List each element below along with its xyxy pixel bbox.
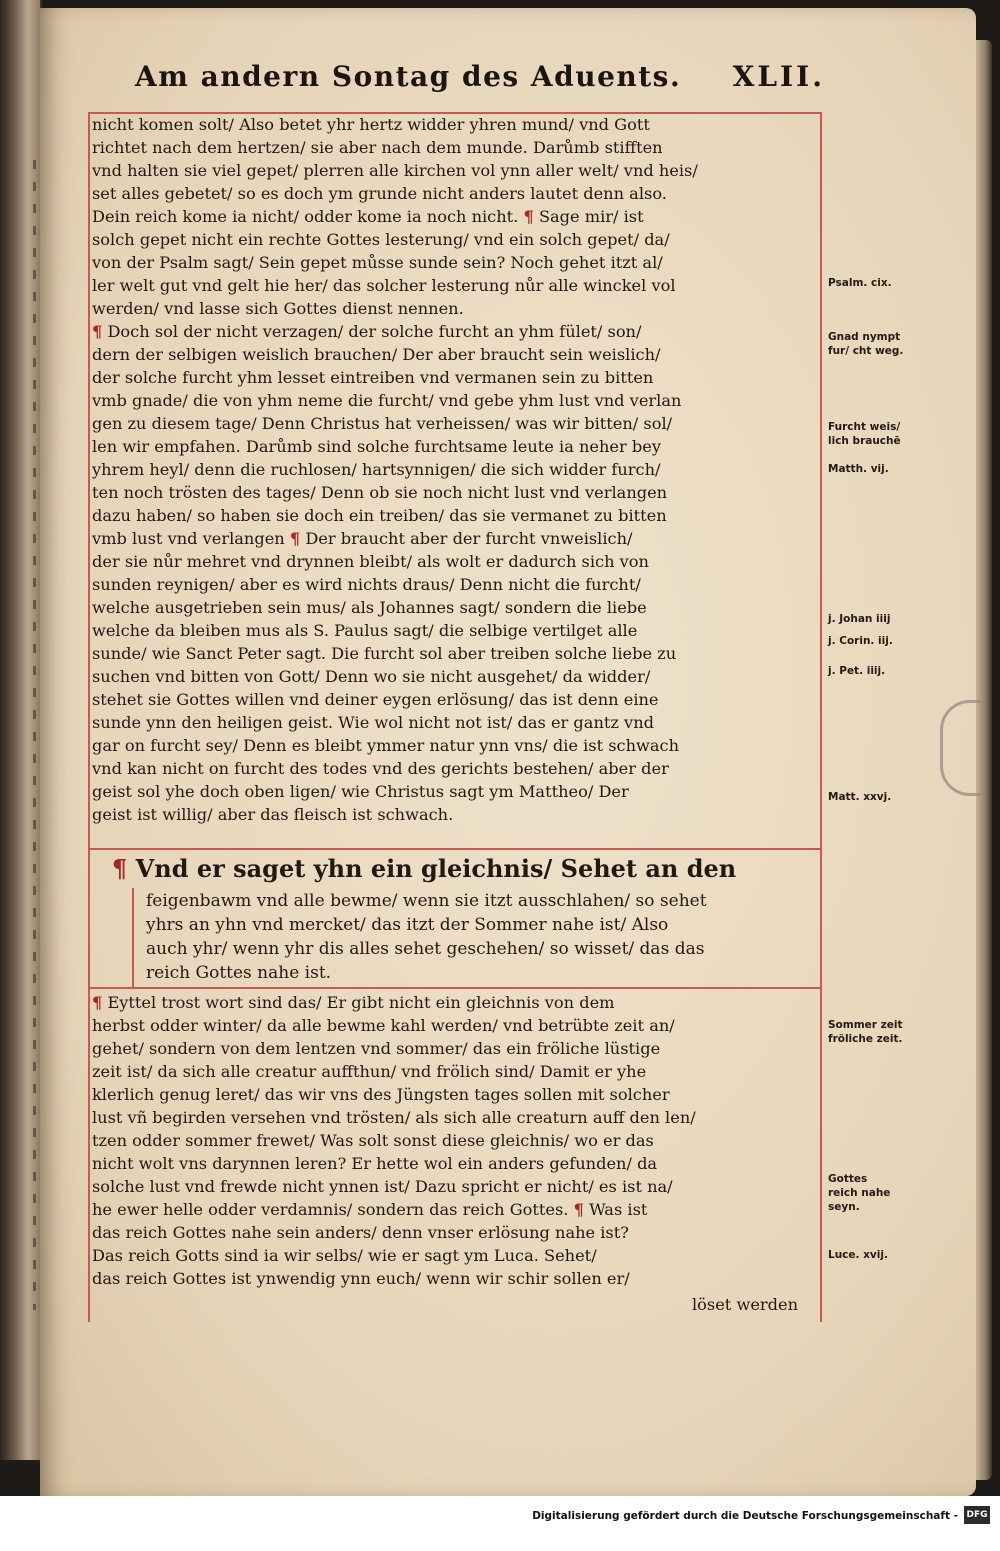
marginal-note: j. Corin. iij. — [828, 635, 893, 647]
body-line: dazu haben/ so haben sie doch ein treiben/ das sie vermanet zu bitten — [92, 506, 667, 525]
marginal-note: Matt. xxvj. — [828, 791, 892, 803]
gospel-line: feigenbawm vnd alle bewme/ wenn sie itzt ausschlahen/ so sehet — [146, 891, 707, 911]
body-line: der sie nůr mehret vnd drynnen bleibt/ als wolt er dadurch sich von — [92, 552, 649, 571]
funding-credit: Digitalisierung gefördert durch die Deutsche Forschungsgemeinschaft - — [532, 1510, 958, 1522]
body-line: tzen odder sommer frewet/ Was solt sonst diese gleichnis/ wo er das — [92, 1131, 654, 1150]
body-line: vnd kan nicht on furcht des todes vnd des gerichts bestehen/ aber der — [92, 759, 669, 778]
body-line: len wir empfahen. Darůmb sind solche furchtsame leute ia neher bey — [92, 437, 661, 456]
body-line: sunde/ wie Sanct Peter sagt. Die furcht sol aber treiben solche liebe zu — [92, 644, 677, 663]
frame-rule-gospel-indent — [132, 888, 134, 987]
gospel-line: auch yhr/ wenn yhr dis alles sehet geschehen/ so wisset/ das das — [146, 939, 705, 959]
body-line: werden/ vnd lasse sich Gottes dienst nennen. — [92, 299, 464, 318]
footer-bar — [0, 1496, 1000, 1551]
body-line: nicht wolt vns darynnen leren? Er hette wol ein anders gefunden/ da — [92, 1154, 658, 1173]
marginal-note: j. Pet. iiij. — [828, 665, 886, 677]
frame-rule-gospel-bottom — [88, 987, 822, 989]
marginal-note: Gnad nympt fur/ cht weg. — [828, 331, 904, 357]
gospel-heading: ¶ Vnd er saget yhn ein gleichnis/ Sehet an den — [112, 854, 737, 883]
marginal-note: Luce. xvij. — [828, 1249, 888, 1261]
body-line: solch gepet nicht ein rechte Gottes lesterung/ vnd ein solch gepet/ da/ — [92, 230, 670, 249]
body-line: dern der selbigen weislich brauchen/ Der aber braucht sein weislich/ — [92, 345, 661, 364]
body-line: stehet sie Gottes willen vnd deiner eygen erlösung/ das ist denn eine — [92, 690, 659, 709]
body-line: set alles gebetet/ so es doch ym grunde nicht anders lautet denn also. — [92, 184, 667, 203]
body-line: Das reich Gotts sind ia wir selbs/ wie er sagt ym Luca. Sehet/ — [92, 1246, 597, 1265]
marginal-note: j. Johan iiij — [828, 613, 891, 625]
body-line: sunde ynn den heiligen geist. Wie wol nicht not ist/ das er gantz vnd — [92, 713, 654, 732]
body-line: yhrem heyl/ denn die ruchlosen/ hartsynnigen/ die sich widder furch/ — [92, 460, 661, 479]
body-line: vmb lust vnd verlangen ¶ Der braucht aber der furcht vnweislich/ — [92, 529, 633, 548]
marginal-note: Matth. vij. — [828, 463, 889, 475]
body-line: he ewer helle odder verdamnis/ sondern das reich Gottes. ¶ Was ist — [92, 1200, 648, 1219]
gospel-line: yhrs an yhn vnd mercket/ das itzt der Sommer nahe ist/ Also — [146, 915, 669, 935]
body-line: ler welt gut vnd gelt hie her/ das solcher lesterung nůr alle winckel vol — [92, 276, 676, 295]
body-line: ten noch trösten des tages/ Denn ob sie noch nicht lust vnd verlangen — [92, 483, 668, 502]
body-line: ¶ Eyttel trost wort sind das/ Er gibt nicht ein gleichnis von dem — [92, 993, 615, 1012]
marginal-note: Gottes reich nahe seyn. — [828, 1173, 891, 1213]
body-line: zeit ist/ da sich alle creatur auffthun/ vnd frölich sind/ Damit er yhe — [92, 1062, 647, 1081]
frame-rule-right — [820, 112, 822, 1322]
marginal-note: Psalm. cix. — [828, 277, 892, 289]
body-line: suchen vnd bitten von Gott/ Denn wo sie nicht ausgehet/ da widder/ — [92, 667, 651, 686]
body-line: lust vñ begirden versehen vnd trösten/ als sich alle creaturn auff den len/ — [92, 1108, 696, 1127]
body-line: das reich Gottes nahe sein anders/ denn vnser erlösung nahe ist? — [92, 1223, 629, 1242]
body-line: klerlich genug leret/ das wir vns des Jüngsten tages sollen mit solcher — [92, 1085, 670, 1104]
body-line: geist sol yhe doch oben ligen/ wie Christus sagt ym Mattheo/ Der — [92, 782, 629, 801]
body-line: das reich Gottes ist ynwendig ynn euch/ wenn wir schir sollen er/ — [92, 1269, 630, 1288]
running-title — [135, 60, 825, 102]
dfg-logo: DFG — [964, 1506, 990, 1524]
catchword: löset werden — [692, 1295, 799, 1314]
body-line: solche lust vnd frewde nicht ynnen ist/ Dazu spricht er nicht/ es ist na/ — [92, 1177, 673, 1196]
page-clip — [940, 700, 983, 796]
running-title-text: Am andern Sontag des Aduents. — [135, 60, 682, 93]
gospel-line: reich Gottes nahe ist. — [146, 963, 332, 983]
marginal-note: Furcht weis/ lich brauchē — [828, 421, 901, 447]
body-line: nicht komen solt/ Also betet yhr hertz widder yhren mund/ vnd Gott — [92, 115, 650, 134]
frame-rule-left — [88, 112, 90, 1322]
body-line: gehet/ sondern von dem lentzen vnd sommer/ das ein fröliche lüstige — [92, 1039, 661, 1058]
marginal-note: Sommer zeit fröliche zeit. — [828, 1019, 903, 1045]
body-line: gar on furcht sey/ Denn es bleibt ymmer natur ynn vns/ die ist schwach — [92, 736, 680, 755]
folio-number: XLII. — [732, 60, 825, 93]
body-line: richtet nach dem hertzen/ sie aber nach dem munde. Darůmb stifften — [92, 138, 663, 157]
body-line: geist ist willig/ aber das fleisch ist schwach. — [92, 805, 454, 824]
body-line: von der Psalm sagt/ Sein gepet můsse sunde sein? Noch gehet itzt al/ — [92, 253, 663, 272]
body-line: sunden reynigen/ aber es wird nichts draus/ Denn nicht die furcht/ — [92, 575, 641, 594]
body-line: vnd halten sie viel gepet/ plerren alle kirchen vol ynn aller welt/ vnd heis/ — [92, 161, 698, 180]
body-line: welche ausgetrieben sein mus/ als Johannes sagt/ sondern die liebe — [92, 598, 647, 617]
body-line: Dein reich kome ia nicht/ odder kome ia noch nicht. ¶ Sage mir/ ist — [92, 207, 644, 226]
body-line: gen zu diesem tage/ Denn Christus hat verheissen/ was wir bitten/ sol/ — [92, 414, 673, 433]
body-line: vmb gnade/ die von yhm neme die furcht/ vnd gebe yhm lust vnd verlan — [92, 391, 682, 410]
body-line: der solche furcht yhm lesset eintreiben vnd vermanen sein zu bitten — [92, 368, 654, 387]
body-line: welche da bleiben mus als S. Paulus sagt/ die selbige vertilget alle — [92, 621, 638, 640]
adjacent-book-spine — [0, 0, 42, 1460]
body-line: herbst odder winter/ da alle bewme kahl werden/ vnd betrübte zeit an/ — [92, 1016, 675, 1035]
body-line: ¶ Doch sol der nicht verzagen/ der solche furcht an yhm fület/ son/ — [92, 322, 642, 341]
